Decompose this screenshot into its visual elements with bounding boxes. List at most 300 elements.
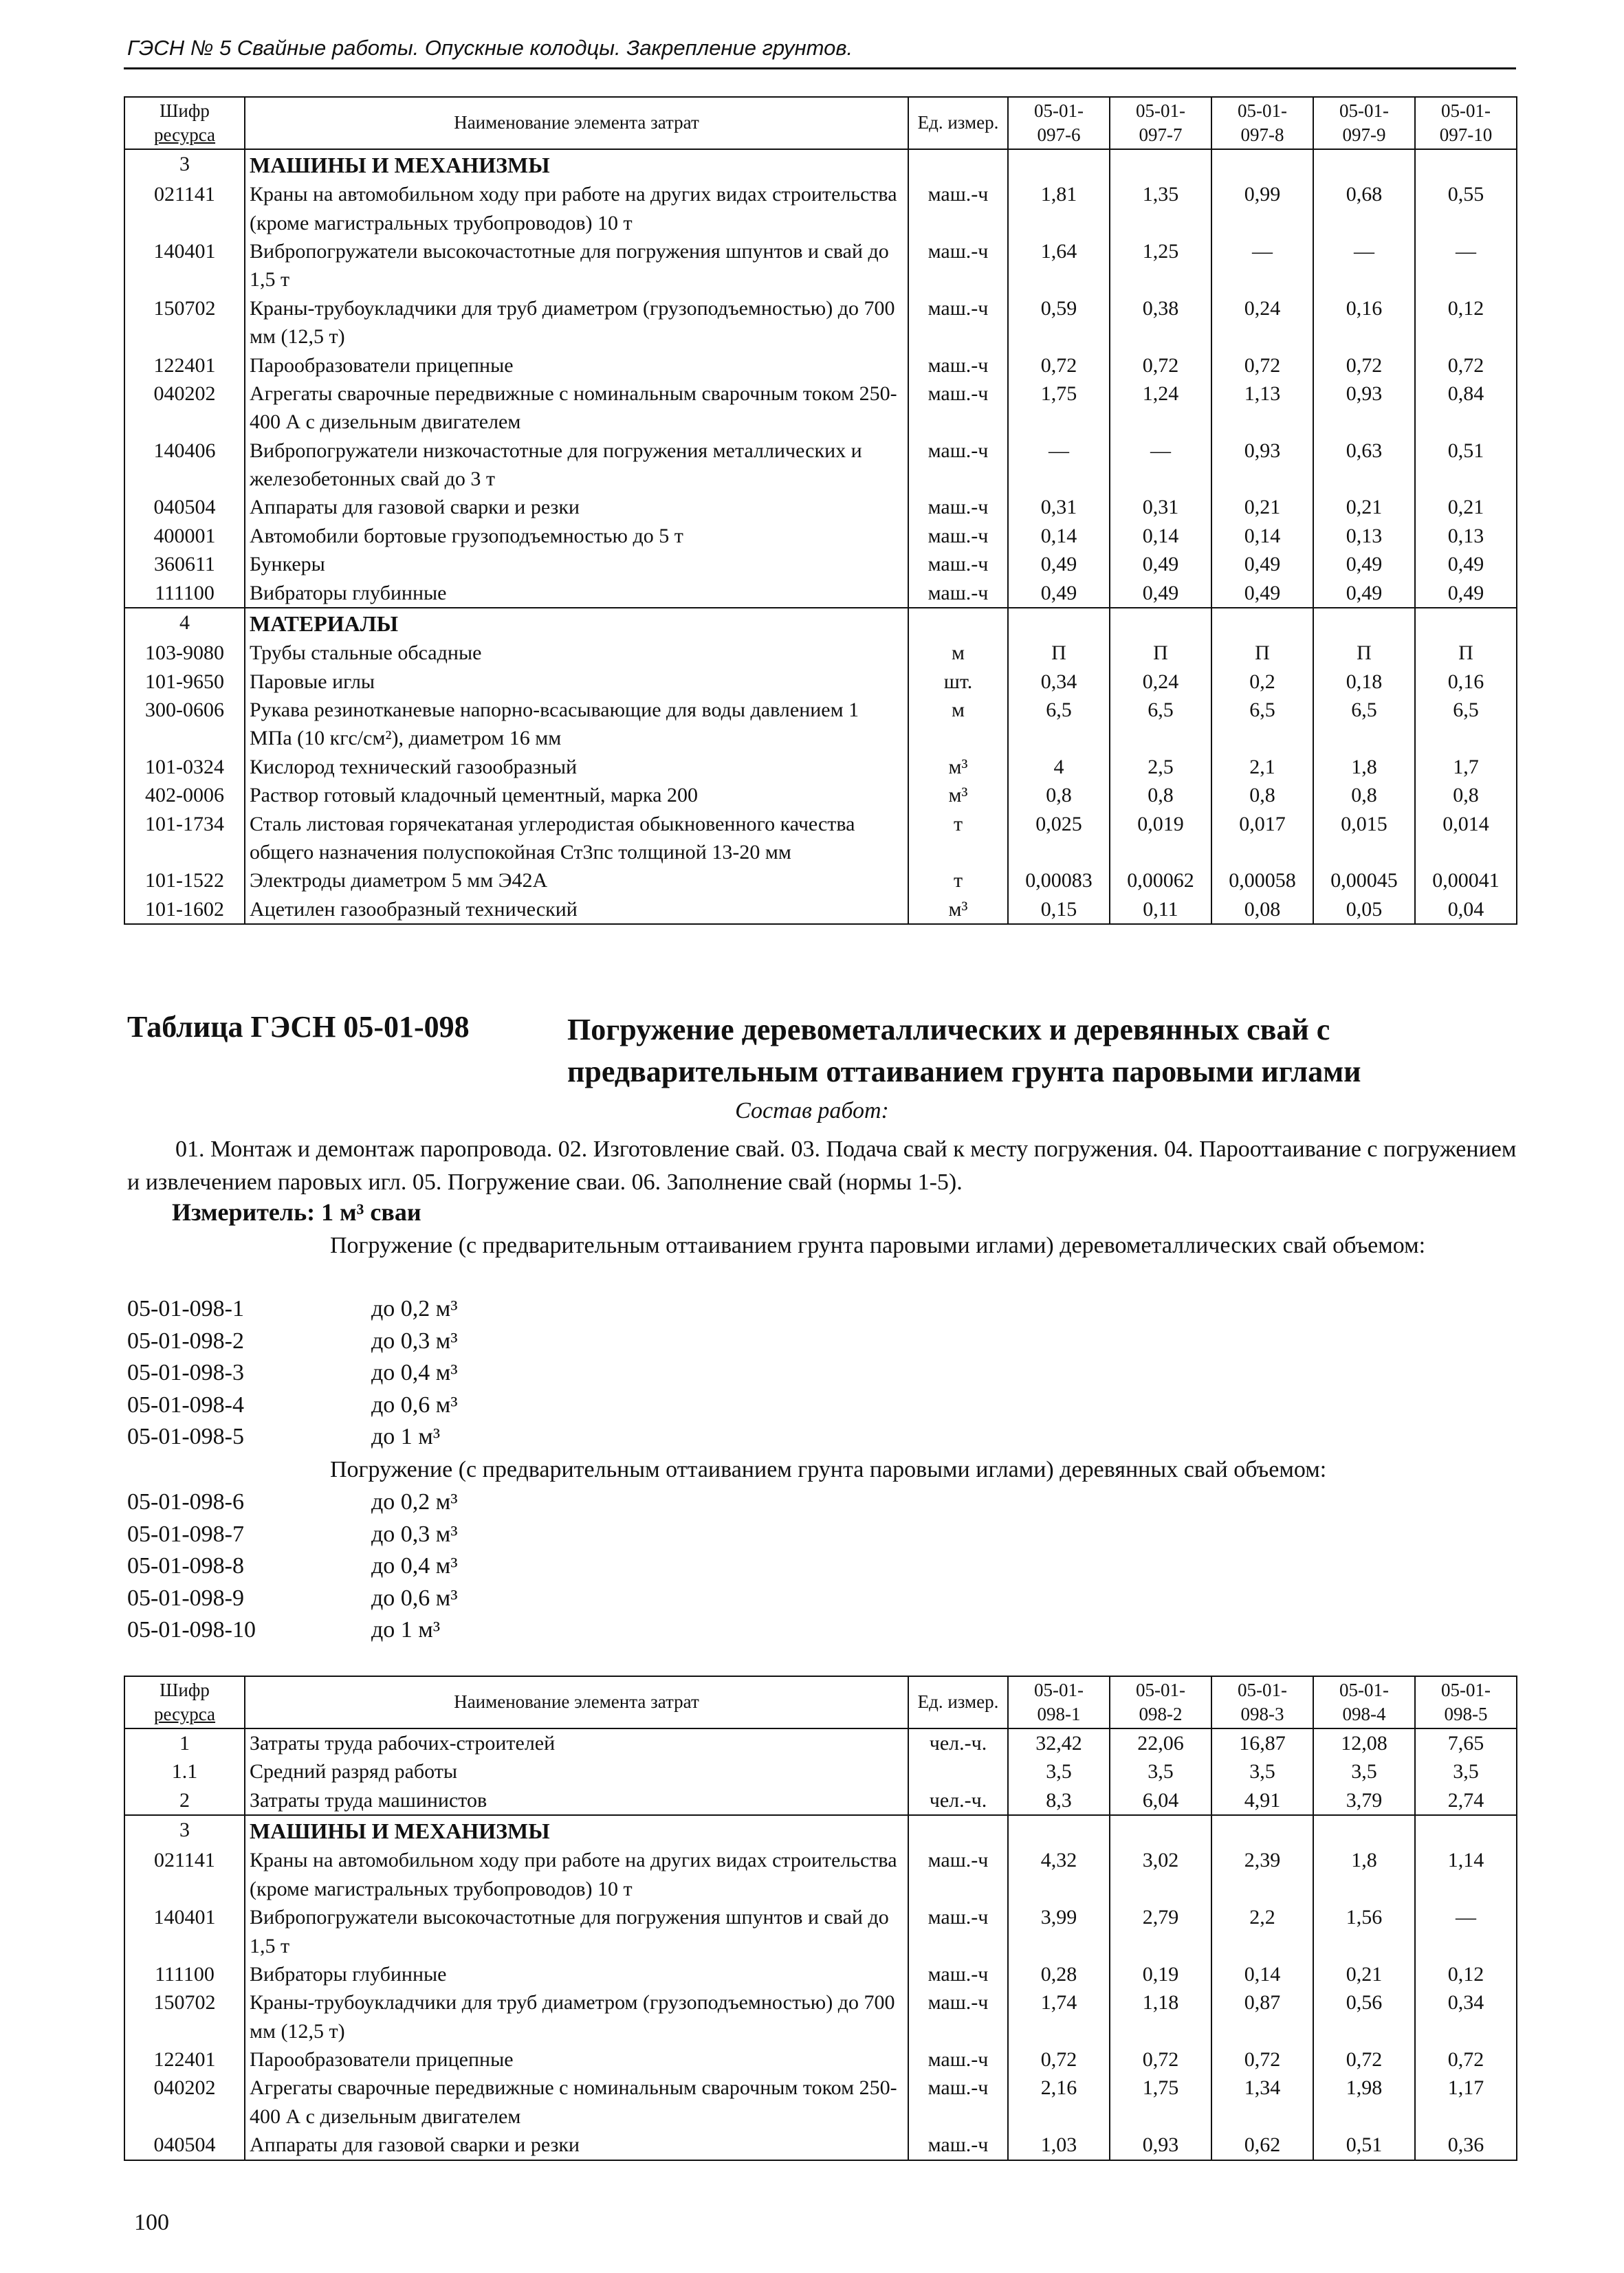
section-title: МАШИНЫ И МЕХАНИЗМЫ	[245, 149, 908, 180]
value-cell: 0,12	[1415, 1960, 1517, 1988]
value-cell: 2,16	[1008, 2074, 1110, 2131]
value-cell: П	[1110, 639, 1211, 667]
value-cell: 0,21	[1415, 493, 1517, 521]
header-resource-code: Шифр ресурса	[124, 1676, 245, 1728]
resource-code: 021141	[124, 1846, 245, 1903]
value-cell: 0,49	[1008, 550, 1110, 578]
unit-of-measure: Измеритель: 1 м³ сваи	[172, 1198, 421, 1226]
value-cell: 0,00062	[1110, 866, 1211, 894]
value-cell: 0,72	[1008, 2045, 1110, 2074]
table-row	[124, 522, 1517, 550]
norm-code-row	[127, 1357, 458, 1390]
value-cell: П	[1008, 639, 1110, 667]
value-cell: 1,18	[1110, 1988, 1211, 2045]
value-cell: 22,06	[1110, 1728, 1211, 1757]
value-cell: 1,7	[1415, 753, 1517, 781]
value-cell	[1313, 149, 1415, 180]
value-cell: 0,08	[1211, 895, 1313, 924]
unit-cell: маш.-ч	[908, 437, 1008, 494]
value-cell: 0,13	[1313, 522, 1415, 550]
value-cell: 1,8	[1313, 753, 1415, 781]
table-row	[124, 2131, 1517, 2160]
resource-code: 150702	[124, 294, 245, 351]
unit-cell: м	[908, 696, 1008, 753]
norm-range: до 0,6 м³	[371, 1392, 458, 1418]
value-cell: —	[1313, 237, 1415, 294]
value-cell: 0,36	[1415, 2131, 1517, 2160]
value-cell	[1110, 1815, 1211, 1846]
table-row	[124, 180, 1517, 237]
value-cell	[1110, 608, 1211, 639]
value-cell: 0,72	[1110, 351, 1211, 380]
unit-cell: маш.-ч	[908, 1960, 1008, 1988]
table-row	[124, 1988, 1517, 2045]
value-cell	[1415, 1815, 1517, 1846]
work-description: 01. Монтаж и демонтаж паропровода. 02. Изготовление свай. 03. Подача свай к месту погружения. 04. Парооттаивание с погружением и извлечением паровых игл. 05. Погружение сваи. 06. Заполнение свай (нормы 1-5).	[127, 1136, 1517, 1196]
value-cell: 0,56	[1313, 1988, 1415, 2045]
value-cell: 0,19	[1110, 1960, 1211, 1988]
header-norm-col: 05-01- 098-2	[1110, 1676, 1211, 1728]
resource-code: 111100	[124, 579, 245, 608]
value-cell: 6,04	[1110, 1786, 1211, 1815]
table-row	[124, 639, 1517, 667]
norm-code-row	[127, 1614, 458, 1647]
table-row	[124, 1903, 1517, 1960]
value-cell: 2,2	[1211, 1903, 1313, 1960]
norm-range: до 0,3 м³	[371, 1328, 458, 1354]
value-cell	[1313, 1815, 1415, 1846]
resource-code: 140406	[124, 437, 245, 494]
value-cell: 0,49	[1211, 550, 1313, 578]
section-row	[124, 1815, 1517, 1846]
value-cell	[1415, 149, 1517, 180]
value-cell: 0,14	[1008, 522, 1110, 550]
value-cell: 0,21	[1313, 1960, 1415, 1988]
cost-element-name: Затраты труда машинистов	[245, 1786, 908, 1815]
value-cell: 0,68	[1313, 180, 1415, 237]
value-cell: 0,00045	[1313, 866, 1415, 894]
unit-cell: маш.-ч	[908, 493, 1008, 521]
value-cell: —	[1211, 237, 1313, 294]
header-norm-col: 05-01- 097-9	[1313, 97, 1415, 149]
value-cell: 0,34	[1008, 668, 1110, 696]
table-row	[124, 866, 1517, 894]
resource-code: 360611	[124, 550, 245, 578]
unit-cell	[908, 149, 1008, 180]
table-label: Таблица ГЭСН 05-01-098	[127, 1010, 470, 1044]
header-resource-code: Шифр ресурса	[124, 97, 245, 149]
value-cell: П	[1415, 639, 1517, 667]
value-cell: 1,24	[1110, 380, 1211, 437]
value-cell: 3,79	[1313, 1786, 1415, 1815]
norm-code: 05-01-098-2	[127, 1328, 244, 1354]
resource-code: 040202	[124, 2074, 245, 2131]
value-cell: 0,14	[1110, 522, 1211, 550]
value-cell: 0,16	[1415, 668, 1517, 696]
table-row	[124, 1846, 1517, 1903]
resource-code: 101-1522	[124, 866, 245, 894]
norm-code: 05-01-098-5	[127, 1424, 244, 1449]
cost-element-name: Кислород технический газообразный	[245, 753, 908, 781]
norm-code: 05-01-098-8	[127, 1553, 244, 1579]
unit-cell: маш.-ч	[908, 294, 1008, 351]
norm-code-row	[127, 1293, 458, 1326]
norm-range: до 0,2 м³	[371, 1296, 458, 1321]
norm-range: до 1 м³	[371, 1424, 441, 1449]
norm-range: до 0,2 м³	[371, 1489, 458, 1515]
resource-code: 3	[124, 1815, 245, 1846]
resource-table-098	[124, 1676, 1517, 2161]
header-norm-col: 05-01- 098-1	[1008, 1676, 1110, 1728]
value-cell: 0,8	[1415, 781, 1517, 809]
value-cell: П	[1313, 639, 1415, 667]
cost-element-name: Вибропогружатели высокочастотные для погружения шпунтов и свай до 1,5 т	[245, 237, 908, 294]
norm-range: до 0,4 м³	[371, 1360, 458, 1385]
norm-code-row	[127, 1421, 458, 1453]
norm-code-list-composite	[127, 1293, 458, 1453]
page-number: 100	[134, 2210, 169, 2235]
value-cell: 2,39	[1211, 1846, 1313, 1903]
value-cell: 1,25	[1110, 237, 1211, 294]
value-cell: 0,04	[1415, 895, 1517, 924]
value-cell: 8,3	[1008, 1786, 1110, 1815]
resource-code: 101-1602	[124, 895, 245, 924]
value-cell: 16,87	[1211, 1728, 1313, 1757]
section-row	[124, 608, 1517, 639]
value-cell: 0,00083	[1008, 866, 1110, 894]
unit-cell: шт.	[908, 668, 1008, 696]
value-cell: 1,98	[1313, 2074, 1415, 2131]
cost-element-name: Вибропогружатели низкочастотные для погружения металлических и железобетонных свай до 3 т	[245, 437, 908, 494]
unit-cell: маш.-ч	[908, 2074, 1008, 2131]
unit-cell	[908, 1815, 1008, 1846]
resource-code: 021141	[124, 180, 245, 237]
value-cell: 0,72	[1008, 351, 1110, 380]
value-cell: 0,49	[1415, 550, 1517, 578]
value-cell: 1,14	[1415, 1846, 1517, 1903]
value-cell: 0,025	[1008, 810, 1110, 867]
cost-element-name: Краны на автомобильном ходу при работе на других видах строительства (кроме магистральных трубопроводов) 10 т	[245, 180, 908, 237]
norm-code-list-timber	[127, 1486, 458, 1647]
resource-code: 140401	[124, 237, 245, 294]
value-cell: 0,21	[1211, 493, 1313, 521]
value-cell: 0,24	[1211, 294, 1313, 351]
norm-code: 05-01-098-9	[127, 1585, 244, 1611]
value-cell: 0,99	[1211, 180, 1313, 237]
value-cell: 2,5	[1110, 753, 1211, 781]
unit-cell: м	[908, 639, 1008, 667]
value-cell: 0,49	[1415, 579, 1517, 608]
value-cell: 0,014	[1415, 810, 1517, 867]
unit-cell: чел.-ч.	[908, 1786, 1008, 1815]
resource-code: 140401	[124, 1903, 245, 1960]
resource-code: 4	[124, 608, 245, 639]
resource-code: 122401	[124, 351, 245, 380]
cost-element-name: Сталь листовая горячекатаная углеродистая обыкновенного качества общего назначения полуспокойная Ст3пс толщиной 13-20 мм	[245, 810, 908, 867]
unit-cell: чел.-ч.	[908, 1728, 1008, 1757]
value-cell: 6,5	[1008, 696, 1110, 753]
value-cell: 1,17	[1415, 2074, 1517, 2131]
norm-range: до 0,4 м³	[371, 1553, 458, 1579]
header-norm-col: 05-01- 097-10	[1415, 97, 1517, 149]
value-cell: 0,017	[1211, 810, 1313, 867]
resource-code: 101-0324	[124, 753, 245, 781]
norm-code: 05-01-098-4	[127, 1392, 244, 1418]
norm-range: до 1 м³	[371, 1617, 441, 1643]
table-title: Погружение деревометаллических и деревянных свай с предварительным оттаиванием грунта паровыми иглами	[567, 1013, 1361, 1088]
section-row	[124, 149, 1517, 180]
resource-code: 040504	[124, 493, 245, 521]
value-cell: 2,1	[1211, 753, 1313, 781]
value-cell: 0,49	[1008, 579, 1110, 608]
header-norm-col: 05-01- 098-5	[1415, 1676, 1517, 1728]
table-row	[124, 1786, 1517, 1815]
table-row	[124, 753, 1517, 781]
group-heading-composite-piles: Погружение (с предварительным оттаиванием грунта паровыми иглами) деревометаллических свай объемом:	[330, 1233, 1426, 1258]
cost-element-name: Парообразователи прицепные	[245, 2045, 908, 2074]
unit-cell	[908, 608, 1008, 639]
unit-cell: маш.-ч	[908, 180, 1008, 237]
cost-element-name: Трубы стальные обсадные	[245, 639, 908, 667]
value-cell: 1,75	[1110, 2074, 1211, 2131]
value-cell: 0,49	[1313, 579, 1415, 608]
value-cell: 0,72	[1415, 351, 1517, 380]
value-cell: 0,13	[1415, 522, 1517, 550]
resource-table-097	[124, 96, 1517, 925]
value-cell: 0,87	[1211, 1988, 1313, 2045]
value-cell: 0,00041	[1415, 866, 1517, 894]
table-row	[124, 2074, 1517, 2131]
cost-element-name: Затраты труда рабочих-строителей	[245, 1728, 908, 1757]
table-row	[124, 696, 1517, 753]
value-cell: 0,93	[1211, 437, 1313, 494]
value-cell: П	[1211, 639, 1313, 667]
norm-range: до 0,6 м³	[371, 1585, 458, 1611]
cost-element-name: Паровые иглы	[245, 668, 908, 696]
value-cell: 0,38	[1110, 294, 1211, 351]
table-row	[124, 1757, 1517, 1786]
table-row	[124, 550, 1517, 578]
header-cost-element-name: Наименование элемента затрат	[245, 97, 908, 149]
norm-code-row	[127, 1519, 458, 1551]
value-cell: 6,5	[1211, 696, 1313, 753]
resource-code: 040202	[124, 380, 245, 437]
resource-code: 3	[124, 149, 245, 180]
cost-element-name: Бункеры	[245, 550, 908, 578]
cost-element-name: Рукава резинотканевые напорно-всасывающие для воды давлением 1 МПа (10 кгс/см²), диаметром 16 мм	[245, 696, 908, 753]
value-cell: 0,72	[1313, 2045, 1415, 2074]
unit-cell	[908, 1757, 1008, 1786]
unit-cell: маш.-ч	[908, 1988, 1008, 2045]
value-cell: 0,72	[1211, 2045, 1313, 2074]
value-cell: 0,11	[1110, 895, 1211, 924]
value-cell	[1313, 608, 1415, 639]
table-row	[124, 2045, 1517, 2074]
header-norm-col: 05-01- 097-6	[1008, 97, 1110, 149]
unit-cell: маш.-ч	[908, 550, 1008, 578]
value-cell: 1,64	[1008, 237, 1110, 294]
section-title: МАТЕРИАЛЫ	[245, 608, 908, 639]
unit-cell: маш.-ч	[908, 1903, 1008, 1960]
value-cell: 0,8	[1110, 781, 1211, 809]
cost-element-name: Вибраторы глубинные	[245, 1960, 908, 1988]
unit-cell: м³	[908, 781, 1008, 809]
cost-element-name: Аппараты для газовой сварки и резки	[245, 2131, 908, 2160]
value-cell: 4,91	[1211, 1786, 1313, 1815]
value-cell: 3,5	[1313, 1757, 1415, 1786]
cost-element-name: Ацетилен газообразный технический	[245, 895, 908, 924]
running-header: ГЭСН № 5 Свайные работы. Опускные колодцы. Закрепление грунтов.	[127, 36, 853, 60]
value-cell: 0,49	[1211, 579, 1313, 608]
value-cell: 2,74	[1415, 1786, 1517, 1815]
value-cell: 0,51	[1313, 2131, 1415, 2160]
value-cell: 3,5	[1008, 1757, 1110, 1786]
value-cell: 2,79	[1110, 1903, 1211, 1960]
value-cell: 1,34	[1211, 2074, 1313, 2131]
cost-element-name: Вибропогружатели высокочастотные для погружения шпунтов и свай до 1,5 т	[245, 1903, 908, 1960]
resource-code: 040504	[124, 2131, 245, 2160]
value-cell: 0,72	[1211, 351, 1313, 380]
value-cell: 7,65	[1415, 1728, 1517, 1757]
value-cell: 3,99	[1008, 1903, 1110, 1960]
value-cell	[1110, 149, 1211, 180]
table-row	[124, 437, 1517, 494]
value-cell: 0,00058	[1211, 866, 1313, 894]
unit-cell: маш.-ч	[908, 522, 1008, 550]
norm-code-row	[127, 1390, 458, 1422]
header-cost-element-name: Наименование элемента затрат	[245, 1676, 908, 1728]
norm-code-row	[127, 1550, 458, 1583]
table-row	[124, 351, 1517, 380]
value-cell	[1211, 149, 1313, 180]
header-rule	[124, 67, 1516, 69]
value-cell: 6,5	[1110, 696, 1211, 753]
unit-cell: маш.-ч	[908, 1846, 1008, 1903]
unit-cell: маш.-ч	[908, 351, 1008, 380]
value-cell: 0,14	[1211, 1960, 1313, 1988]
value-cell: 0,72	[1110, 2045, 1211, 2074]
unit-cell: маш.-ч	[908, 2045, 1008, 2074]
value-cell: 4,32	[1008, 1846, 1110, 1903]
value-cell: 0,8	[1008, 781, 1110, 809]
section-title: МАШИНЫ И МЕХАНИЗМЫ	[245, 1815, 908, 1846]
resource-code: 400001	[124, 522, 245, 550]
table-row	[124, 668, 1517, 696]
value-cell: 0,24	[1110, 668, 1211, 696]
value-cell: 0,62	[1211, 2131, 1313, 2160]
resource-code: 150702	[124, 1988, 245, 2045]
value-cell: 0,15	[1008, 895, 1110, 924]
unit-cell: маш.-ч	[908, 579, 1008, 608]
norm-code: 05-01-098-3	[127, 1360, 244, 1385]
value-cell: 0,49	[1110, 579, 1211, 608]
value-cell: 1,56	[1313, 1903, 1415, 1960]
table-row	[124, 237, 1517, 294]
norm-range: до 0,3 м³	[371, 1521, 458, 1547]
cost-element-name: Агрегаты сварочные передвижные с номинальным сварочным током 250-400 А с дизельным двигателем	[245, 2074, 908, 2131]
unit-cell: м³	[908, 895, 1008, 924]
value-cell: 0,49	[1313, 550, 1415, 578]
cost-element-name: Средний разряд работы	[245, 1757, 908, 1786]
value-cell: 3,02	[1110, 1846, 1211, 1903]
value-cell: 0,18	[1313, 668, 1415, 696]
value-cell: 0,8	[1313, 781, 1415, 809]
cost-element-name: Краны на автомобильном ходу при работе на других видах строительства (кроме магистральных трубопроводов) 10 т	[245, 1846, 908, 1903]
value-cell: 3,5	[1110, 1757, 1211, 1786]
value-cell: 4	[1008, 753, 1110, 781]
resource-code: 1.1	[124, 1757, 245, 1786]
value-cell	[1415, 608, 1517, 639]
value-cell	[1008, 608, 1110, 639]
value-cell: 0,72	[1415, 2045, 1517, 2074]
value-cell: 0,31	[1110, 493, 1211, 521]
group-heading-timber-piles: Погружение (с предварительным оттаиванием грунта паровыми иглами) деревянных свай объемом:	[330, 1457, 1327, 1482]
value-cell: —	[1110, 437, 1211, 494]
value-cell: 12,08	[1313, 1728, 1415, 1757]
value-cell: 0,21	[1313, 493, 1415, 521]
norm-code-row	[127, 1326, 458, 1358]
table-row	[124, 579, 1517, 608]
value-cell: 3,5	[1415, 1757, 1517, 1786]
value-cell: 0,31	[1008, 493, 1110, 521]
resource-code: 1	[124, 1728, 245, 1757]
value-cell: 0,51	[1415, 437, 1517, 494]
table-row	[124, 810, 1517, 867]
value-cell: 0,84	[1415, 380, 1517, 437]
value-cell: 0,59	[1008, 294, 1110, 351]
value-cell: 0,16	[1313, 294, 1415, 351]
table-row	[124, 895, 1517, 924]
cost-element-name: Краны-трубоукладчики для труб диаметром (грузоподъемностью) до 700 мм (12,5 т)	[245, 1988, 908, 2045]
value-cell: 0,55	[1415, 180, 1517, 237]
resource-code: 103-9080	[124, 639, 245, 667]
cost-element-name: Вибраторы глубинные	[245, 579, 908, 608]
value-cell: 6,5	[1415, 696, 1517, 753]
value-cell: 0,05	[1313, 895, 1415, 924]
cost-element-name: Аппараты для газовой сварки и резки	[245, 493, 908, 521]
value-cell: 1,35	[1110, 180, 1211, 237]
header-norm-col: 05-01- 097-7	[1110, 97, 1211, 149]
value-cell: 0,12	[1415, 294, 1517, 351]
table-row	[124, 294, 1517, 351]
norm-code: 05-01-098-1	[127, 1296, 244, 1321]
value-cell: 1,74	[1008, 1988, 1110, 2045]
resource-code: 402-0006	[124, 781, 245, 809]
value-cell: 0,8	[1211, 781, 1313, 809]
resource-code: 2	[124, 1786, 245, 1815]
value-cell: 0,63	[1313, 437, 1415, 494]
value-cell: 0,49	[1110, 550, 1211, 578]
value-cell: 0,14	[1211, 522, 1313, 550]
composition-label: Состав работ:	[735, 1098, 889, 1123]
cost-element-name: Парообразователи прицепные	[245, 351, 908, 380]
value-cell: 32,42	[1008, 1728, 1110, 1757]
resource-code: 101-1734	[124, 810, 245, 867]
resource-code: 300-0606	[124, 696, 245, 753]
norm-code: 05-01-098-10	[127, 1617, 256, 1643]
norm-code: 05-01-098-7	[127, 1521, 244, 1547]
cost-element-name: Автомобили бортовые грузоподъемностью до 5 т	[245, 522, 908, 550]
resource-code: 122401	[124, 2045, 245, 2074]
cost-element-name: Краны-трубоукладчики для труб диаметром (грузоподъемностью) до 700 мм (12,5 т)	[245, 294, 908, 351]
cost-element-name: Агрегаты сварочные передвижные с номинальным сварочным током 250-400 А с дизельным двигателем	[245, 380, 908, 437]
value-cell: 1,75	[1008, 380, 1110, 437]
norm-code-row	[127, 1583, 458, 1615]
norm-code-row	[127, 1486, 458, 1519]
header-unit: Ед. измер.	[908, 1676, 1008, 1728]
value-cell: 0,72	[1313, 351, 1415, 380]
value-cell: 0,019	[1110, 810, 1211, 867]
